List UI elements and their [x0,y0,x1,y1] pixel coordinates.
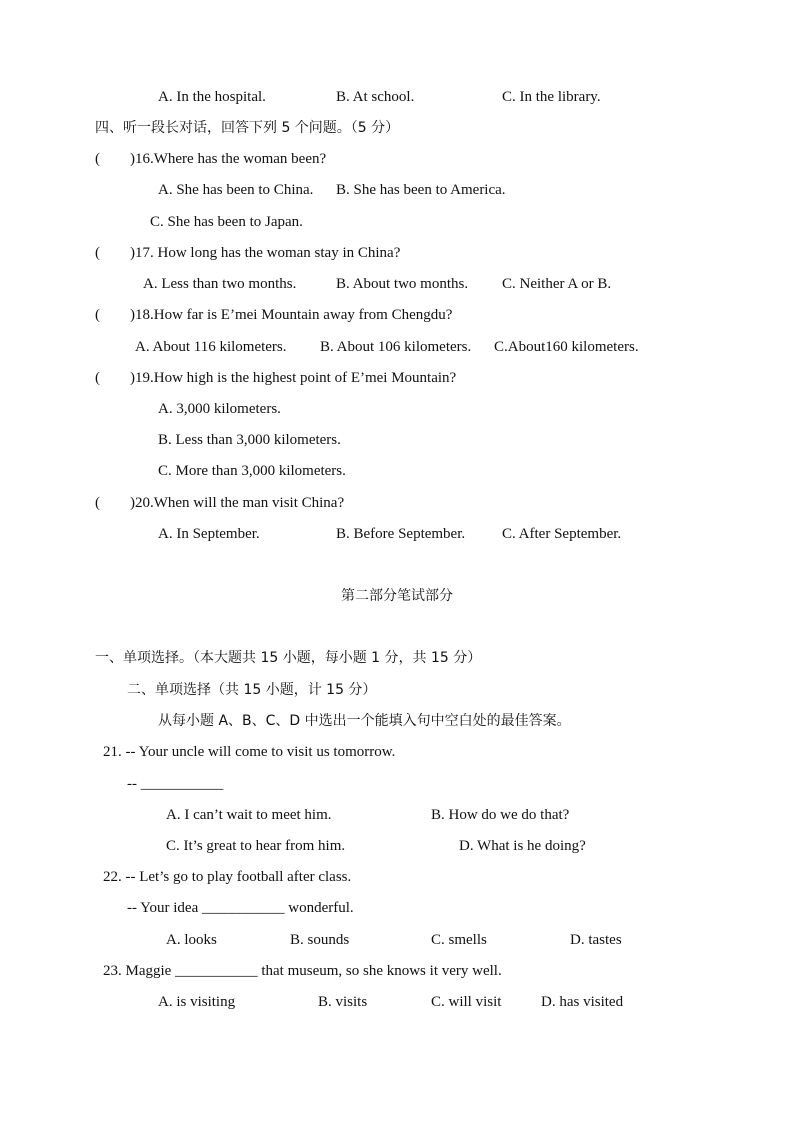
q19-option-c: C. More than 3,000 kilometers. [158,463,346,479]
q22-option-a: A. looks [166,932,217,948]
q18-option-a: A. About 116 kilometers. [135,339,287,355]
q22-option-c: C. smells [431,932,487,948]
q16-option-b: B. She has been to America. [336,182,506,198]
q21-stem: 21. -- Your uncle will come to visit us tomorrow. [103,744,396,760]
q19-option-a: A. 3,000 kilometers. [158,401,281,417]
q22-option-d: D. tastes [570,932,622,948]
q23-stem: 23. Maggie ___________ that museum, so she knows it very well. [103,963,502,979]
q17-option-a: A. Less than two months. [143,276,297,292]
q22-option-b: B. sounds [290,932,350,948]
q23-option-a: A. is visiting [158,994,236,1010]
q20-option-a: A. In September. [158,526,260,542]
q16-option-a: A. She has been to China. [158,182,314,198]
q18-stem: ( )18.How far is E’mei Mountain away from Chengdu? [95,307,453,323]
section2-heading: 二、单项选择（共 15 小题，计 15 分） [127,682,377,698]
q21-option-d: D. What is he doing? [459,838,586,854]
section1-heading: 一、单项选择。（本大题共 15 小题，每小题 1 分，共 15 分） [95,650,482,666]
q21-option-b: B. How do we do that? [431,807,570,823]
q17-option-b: B. About two months. [336,276,469,292]
q22-stem: 22. -- Let’s go to play football after class. [103,869,352,885]
q19-stem: ( )19.How high is the highest point of E’mei Mountain? [95,370,457,386]
q20-stem: ( )20.When will the man visit China? [95,495,345,511]
q17-stem: ( )17. How long has the woman stay in China? [95,245,401,261]
q23-option-c: C. will visit [431,994,502,1010]
part2-title: 第二部分笔试部分 [341,588,453,604]
q23-option-b: B. visits [318,994,368,1010]
q19-option-b: B. Less than 3,000 kilometers. [158,432,341,448]
q20-option-c: C. After September. [502,526,622,542]
q18-option-b: B. About 106 kilometers. [320,339,472,355]
q16-option-c: C. She has been to Japan. [150,214,303,230]
q20-option-b: B. Before September. [336,526,466,542]
q23-option-d: D. has visited [541,994,624,1010]
q15-option-c: C. In the library. [502,89,601,105]
q22-reply: -- Your idea ___________ wonderful. [127,900,354,916]
instruction-text: 从每小题 A、B、C、D 中选出一个能填入句中空白处的最佳答案。 [158,713,571,729]
q21-reply: -- ___________ [127,776,224,792]
q21-option-a: A. I can’t wait to meet him. [166,807,332,823]
section4-heading: 四、听一段长对话，回答下列 5 个问题。（5 分） [95,120,400,136]
q21-option-c: C. It’s great to hear from him. [166,838,346,854]
q18-option-c: C.About160 kilometers. [494,339,639,355]
q15-option-a: A. In the hospital. [158,89,266,105]
q17-option-c: C. Neither A or B. [502,276,612,292]
q15-option-b: B. At school. [336,89,415,105]
q16-stem: ( )16.Where has the woman been? [95,151,327,167]
